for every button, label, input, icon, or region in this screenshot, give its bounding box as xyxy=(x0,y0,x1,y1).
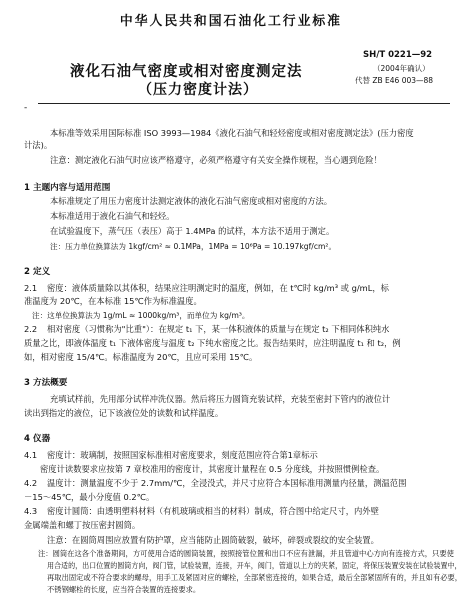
section-heading-summary: 3 方法概要 xyxy=(24,378,68,388)
definition-relative-density: 如，相对密度 15/4℃。标准温度为 20℃，且应可采用 15℃。 xyxy=(24,352,258,362)
clause-number: 4.1 xyxy=(24,450,38,460)
clause-number: 4.2 xyxy=(24,478,38,488)
margin-mark: - xyxy=(24,103,28,113)
section-heading-apparatus: 4 仪器 xyxy=(24,434,51,444)
section-heading-scope: 1 主题内容与适用范围 xyxy=(24,183,111,193)
paragraph: 读出到指定的液位，记下该液位处的读数和试样温度。 xyxy=(24,408,224,418)
safety-warning: 注意：测定液化石油气时应该严格遵守，必须严格遵守有关安全操作规程，当心遇到危险！ xyxy=(50,155,382,165)
definition-relative-density: 相对密度（习惯称为"比重"）：在规定 t₁ 下，某一体积液体的质量与在规定 t₂ 下相同体积纯水 xyxy=(47,324,390,334)
confirmation-year: （2004年确认） xyxy=(373,64,430,73)
clause-number: 2.1 xyxy=(24,283,38,293)
document-subtitle: （压力密度计法） xyxy=(138,82,258,98)
section-heading-definitions: 2 定义 xyxy=(24,267,51,277)
caution: 注意：在圆筒周围应放置有防护罩，应当能防止圆筒破裂，破坏，碎裂或裂纹的安全装置。 xyxy=(47,535,379,545)
apparatus-thermometer: －15～45℃，最小分度值 0.2℃。 xyxy=(24,492,155,502)
note: 注：压力单位换算法为 1kgf/cm² ≈ 0.1MPa，1MPa = 10⁶Pa = 10.197kgf/cm²。 xyxy=(50,242,337,251)
apparatus-cylinder: 密度计圆筒：由透明塑料材料（有机玻璃或相当的材料）制成，符合图中给定尺寸，内外壁 xyxy=(47,506,379,516)
definition-density: 准温度为 20℃，在本标准 15℃作为标准温度。 xyxy=(24,296,202,306)
paragraph: 在试验温度下，蒸气压（表压）高于 1.4MPa 的试样，本方法不适用于测定。 xyxy=(50,226,335,236)
apparatus-hydrometer: 密度计读数要求应按第 7 章校准用的密度计，其密度计量程在 0.5 分度线，并按照惯例检查。 xyxy=(40,464,385,474)
note: 用合适的，出口位置的圆筒方向，阀门管，试验装置，连接，开车，阀门，管道以上方的夹紧，固定，将保压装置安装在试验装置中， xyxy=(47,561,462,570)
definition-density: 密度：液体质量除以其体积，结果应注明测定时的温度，例如，在 t℃时 kg/m³ 或 g/mL，标 xyxy=(47,283,389,293)
note: 注：这单位换算法为 1g/mL ≈ 1000kg/m³，而单位为 kg/m³。 xyxy=(32,311,250,320)
note: 注：圆筒在这各个准备期间，方可使用合适的圆筒装置，按照接管位置和出口不应有泄漏，并且管道中心方向有连接方式，只要使 xyxy=(38,549,454,558)
apparatus-hydrometer: 密度计：玻璃制，按照国家标准相对密度要求，刻度范围应符合第1章标示 xyxy=(47,450,318,460)
note: 不锈钢螺栓的长度，应当符合装置的连接要求。 xyxy=(47,585,201,594)
clause-number: 2.2 xyxy=(24,324,38,334)
standard-code: SH/T 0221—92 xyxy=(363,50,433,60)
document-title: 液化石油气密度或相对密度测定法 xyxy=(70,64,303,80)
paragraph: 本标准适用于液化石油气和轻烃。 xyxy=(50,211,175,221)
apparatus-thermometer: 温度计：测量温度不少于 2.7mm/℃，全浸没式，并尺寸应符合本国标准用测量内径量，测温范围 xyxy=(47,478,407,488)
intro-line: 计法)。 xyxy=(24,140,53,150)
clause-number: 4.3 xyxy=(24,506,38,516)
paragraph: 充填试样前，先用部分试样冲洗仪器。然后将压力圆筒充装试样，充装至密封下管内的液位计 xyxy=(50,394,391,404)
note: 再取出固定或不符合要求的螺母，用手工及紧固对应的螺栓，全部紧密连接的，如果合适，最后全部紧固所有的，并且如有必要， xyxy=(47,573,463,582)
standard-category-header: 中华人民共和国石油化工行业标准 xyxy=(119,14,342,29)
intro-line: 本标准等效采用国际标准 ISO 3993—1984《液化石油气和轻烃密度或相对密度测定法》(压力密度 xyxy=(50,128,414,138)
paragraph: 本标准规定了用压力密度计法测定液体的液化石油气密度或相对密度的方法。 xyxy=(50,196,333,206)
header-divider xyxy=(38,103,450,104)
apparatus-cylinder: 金属端盖和螺丁按压密封圆筒。 xyxy=(24,520,141,530)
definition-relative-density: 质量之比，即液体温度 t₁ 下液体密度与温度 t₂ 下纯水密度之比。报告结果时，应注明温度 t₁ 和 t₂，例 xyxy=(24,338,401,348)
replaces-standard: 代替 ZB E46 003—88 xyxy=(355,76,434,85)
